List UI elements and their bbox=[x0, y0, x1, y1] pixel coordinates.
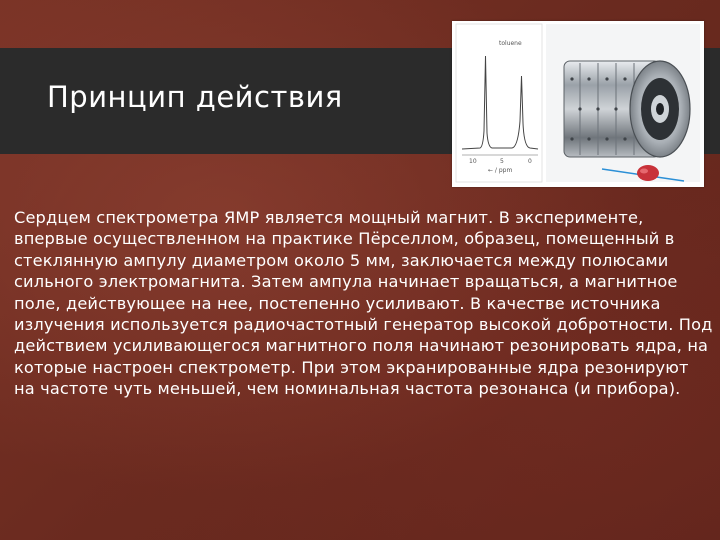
axis-tick-0: 0 bbox=[528, 158, 532, 165]
spectrum-label: toluene bbox=[499, 40, 522, 47]
nmr-probe-photo bbox=[546, 24, 700, 182]
slide-body-text: Сердцем спектрометра ЯМР является мощный магнит. В эксперименте, впервые осуществленном на практике Пёрселлом, образец, помещенный в стеклянную ампулу диаметром около 5 мм, заключается между полюсами сильного электромагнита. Затем ампула начинает вращаться, а магнитное поле, действующее на нее, постепенно усиливают. В качестве источника излучения используется радиочастотный генератор высокой добротности. Под действием усиливающегося магнитного поля начинают резонировать ядра, на которые настроен спектрометр. При этом экранированные ядра резонируют на частоте чуть меньшей, чем номинальная частота резонанса (и прибора). bbox=[14, 208, 713, 399]
axis-tick-10: 10 bbox=[469, 158, 477, 165]
probe-red-connector bbox=[637, 165, 659, 181]
axis-unit: ← / ppm bbox=[488, 167, 513, 174]
nmr-figure bbox=[452, 21, 704, 187]
nmr-spectrum bbox=[456, 24, 542, 182]
axis-tick-5: 5 bbox=[500, 158, 504, 165]
nmr-figure-svg bbox=[452, 21, 704, 187]
slide-title: Принцип действия bbox=[47, 80, 343, 114]
